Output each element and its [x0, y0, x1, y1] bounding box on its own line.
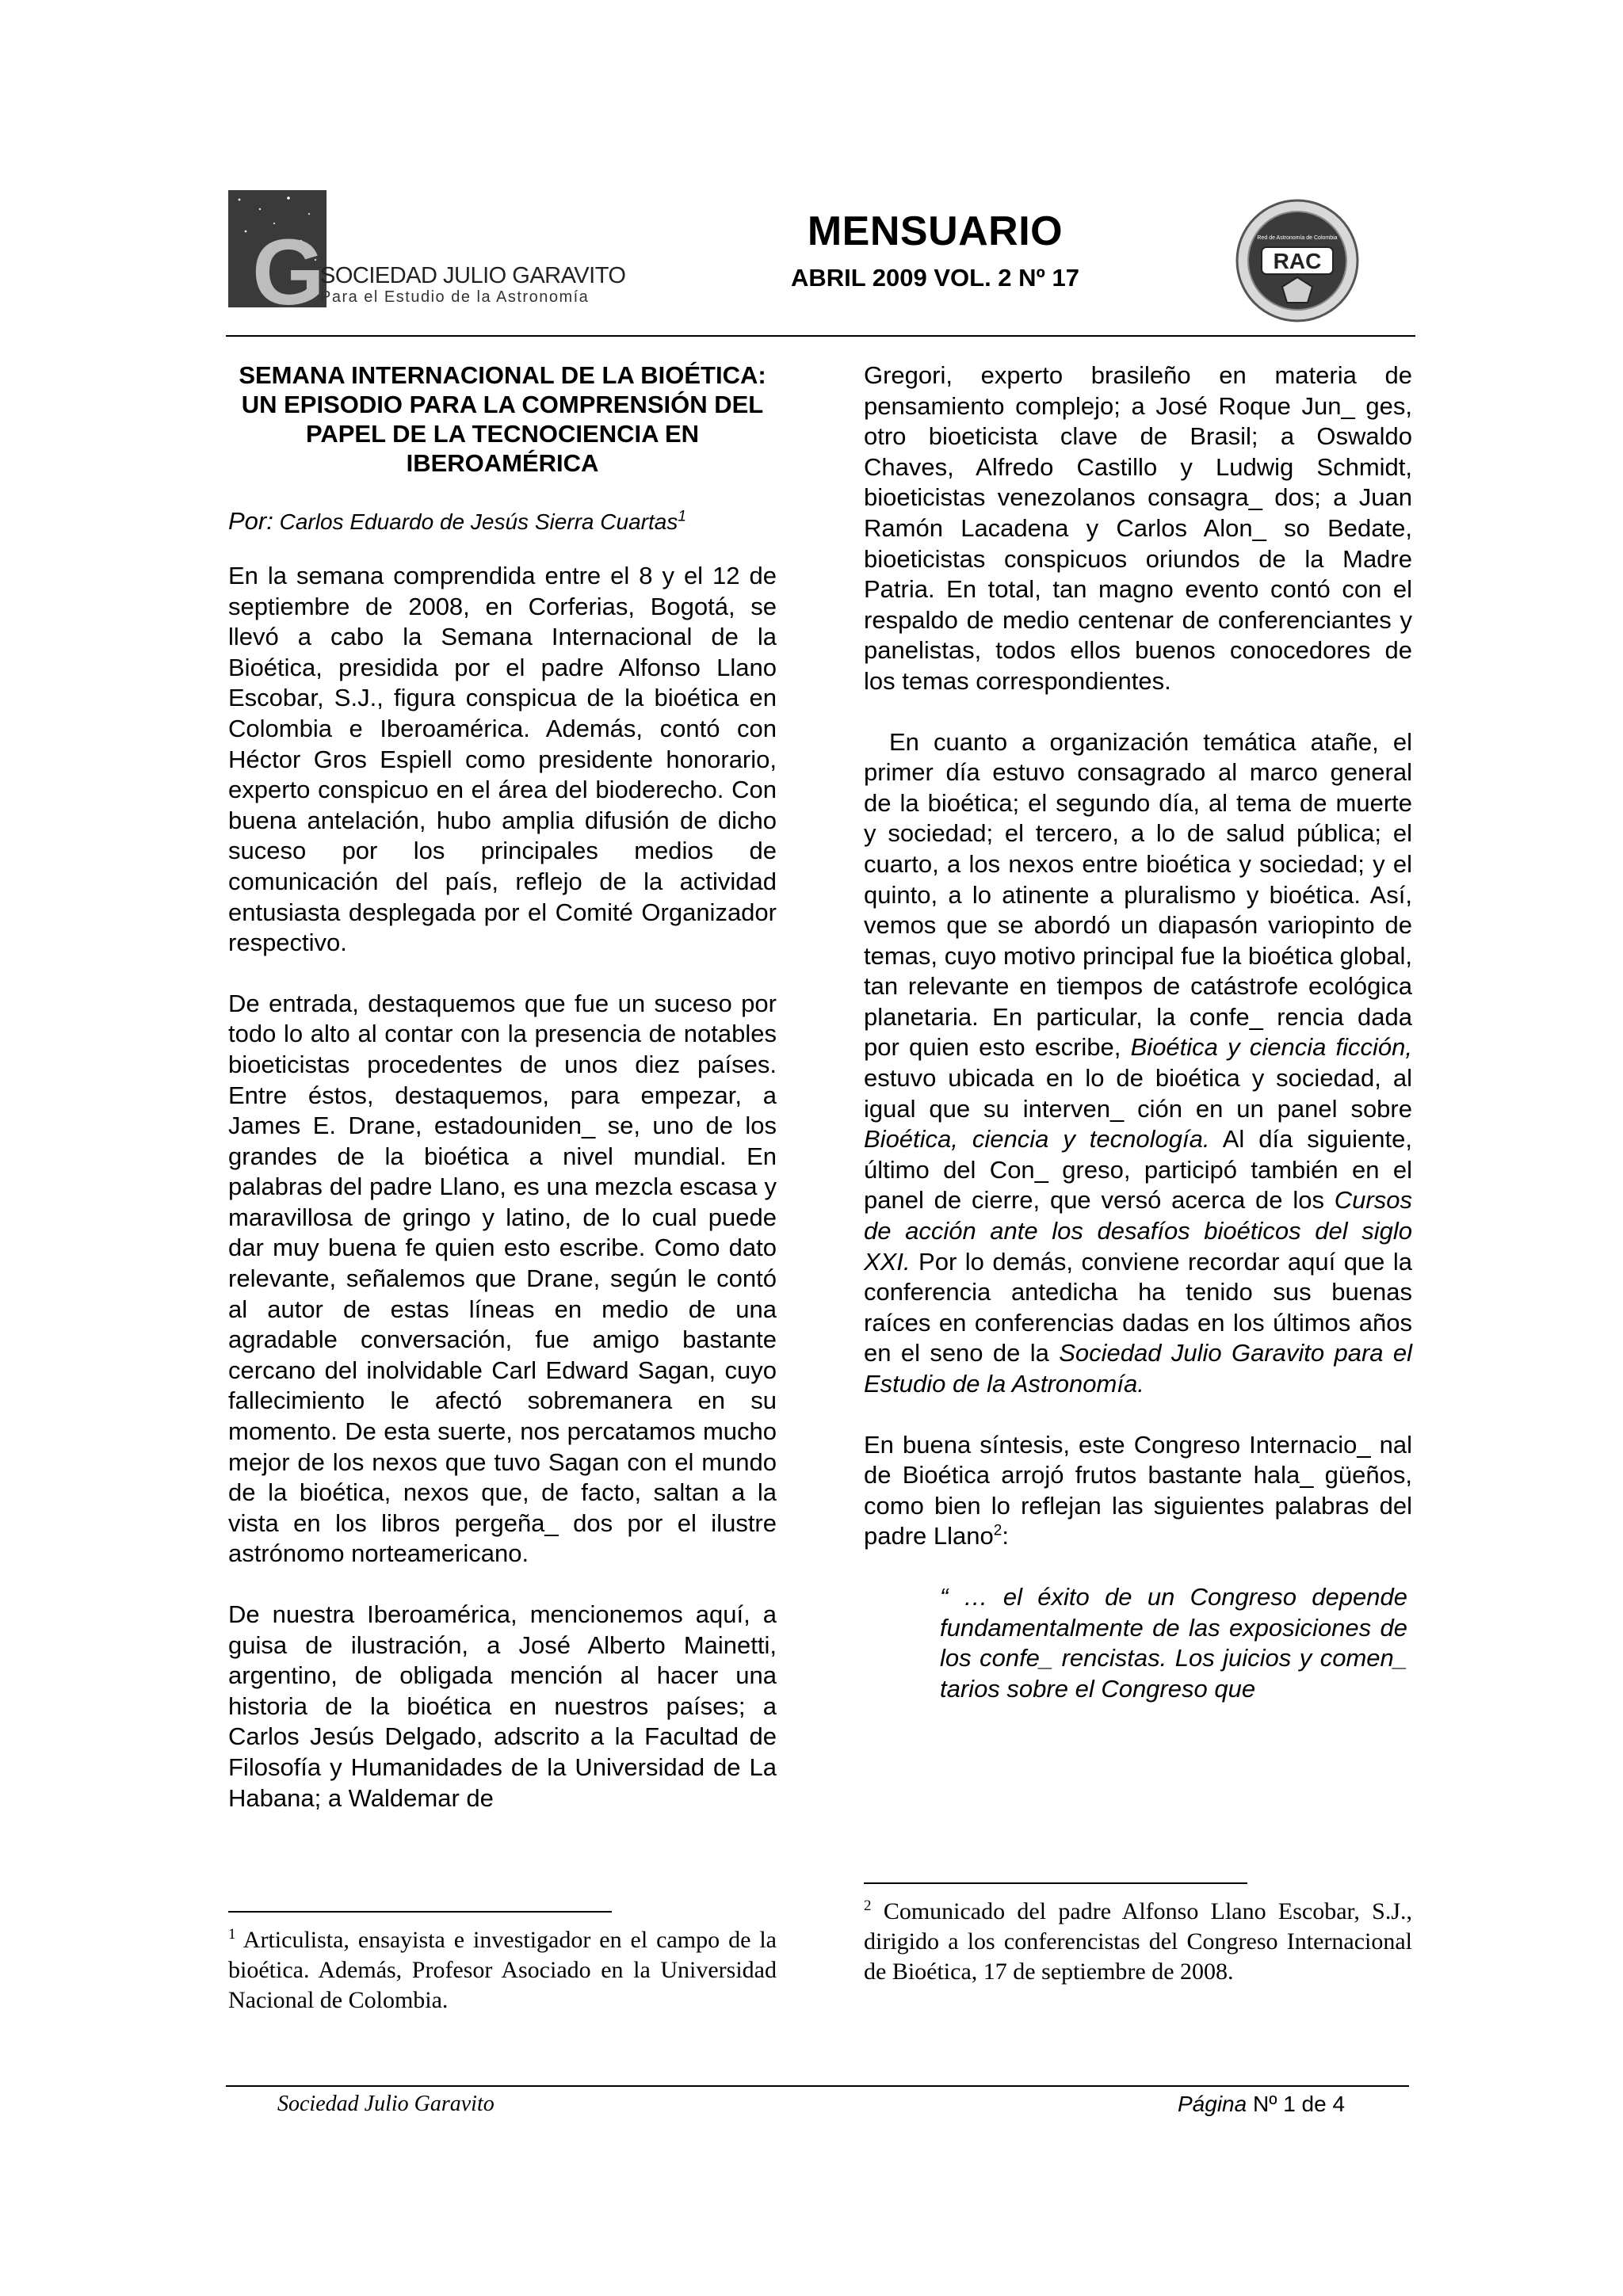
byline [228, 506, 777, 537]
right-column [864, 360, 1412, 1704]
footnote-ref-2[interactable]: 2 [993, 1523, 1002, 1540]
footnote-divider-left [228, 1911, 612, 1913]
header-divider [226, 335, 1415, 337]
seal-text: Red de Astronomía de Colombia [1257, 235, 1338, 241]
block-quote: “ … el éxito de un Congreso depende fundamentalmente de las exposiciones de los confe_ rencistas. Los juicios y comen_ tarios sobre el Congreso que [940, 1582, 1407, 1703]
footnote-1: $^1$ Articulista, ensayista e investigador en el campo de la bioética. Además, Profesor Asociado en la Universidad Nacional de Colombia. [228, 1926, 777, 2013]
page-number: Página Nº 1 de 4 [1178, 2092, 1346, 2116]
paragraph-6: En buena síntesis, este Congreso Internacio_ nal de Bioética arrojó frutos bastante hala_ güeños, como bien lo reflejan las siguientes palabras del padre Llano$^2$: [864, 1430, 1412, 1550]
paragraph-4: Gregori, experto brasileño en materia de pensamiento complejo; a José Roque Jun_ ges, otro bioeticista clave de Brasil; a Oswaldo Chaves, Alfredo Castillo y Ludwig Schmidt, bioeticistas venezolanos consagra_ dos; a Juan Ramón Lacadena y Carlos Alon_ so Bedate, bioeticistas conspicuos oriundos de la Madre Patria. En total, tan magno evento contó con el respaldo de medio centenar de conferenciantes y panelistas, todos ellos buenos conocedores de los temas correspondientes. [864, 361, 1412, 695]
footnote-2: $^2$ Comunicado del padre Alfonso Llano Escobar, S.J., dirigido a los conferencistas del Congreso Internacional de Bioética, 17 de septiembre de 2008. [864, 1897, 1412, 1985]
byline-author: Carlos Eduardo de Jesús Sierra Cuartas [279, 509, 678, 534]
paragraph-1: En la semana comprendida entre el 8 y el 12 de septiembre de 2008, en Corferias, Bogotá, se llevó a cabo la Semana Internacional de la Bioética, presidida por el padre Alfonso Llano Escobar, S.J., figura conspicua de la bioética en Colombia e Iberoamérica. Además, contó con Héctor Gros Espiell como presidente honorario, experto conspicuo en el área del bioderecho. Con buena antelación, hubo amplia difusión de dicho suceso por los principales medios de comunicación del país, reflejo de la actividad entusiasta desplegada por el Comité Organizador respectivo. [228, 562, 777, 957]
closing-panel-title: Cursos de acción ante los desafíos bioéticos del siglo XXI. [864, 1186, 1412, 1276]
logo-tagline: Para el Estudio de la Astronomía [320, 288, 590, 306]
masthead-issue: ABRIL 2009 VOL. 2 Nº 17 [791, 264, 1079, 292]
paragraph-2: De entrada, destaquemos que fue un suceso por todo lo alto al contar con la presencia de notables bioeticistas procedentes de unos diez países. Entre éstos, destaquemos, para empezar, a James E. Drane, estadouniden_ se, uno de los grandes de la bioética a nivel mundial. En palabras del padre Llano, es una mezcla escasa y maravillosa de gringo y latino, de lo cual puede dar muy buena fe quien esto escribe. Como dato relevante, señalemos que Drane, según le contó al autor de estas líneas en medio de una agradable conversación, fue amigo bastante cercano del inolvidable Carl Edward Sagan, cuyo fallecimiento le afectó sobremanera en su momento. De esta suerte, nos percatamos mucho mejor de los nexos que tuvo Sagan con el mundo de la bioética, nexos que, de facto, saltan a la vista en los libros pergeña_ dos por el ilustre astrónomo norteamericano. [228, 989, 777, 1568]
footnote-2-mark: 2 [864, 1897, 872, 1914]
society-name: Sociedad Julio Garavito para el Estudio de la Astronomía. [864, 1339, 1412, 1398]
rac-seal-logo [1235, 198, 1360, 323]
masthead-title: MENSUARIO [807, 208, 1064, 254]
footnote-divider-right [864, 1882, 1247, 1884]
footnote-ref-1[interactable]: 1 [678, 508, 686, 525]
logo-name: SOCIEDAD JULIO GARAVITO [320, 263, 626, 288]
footer-divider [226, 2085, 1409, 2087]
left-column [228, 360, 777, 1814]
seal-label: RAC [1273, 249, 1322, 273]
panel-title: Bioética, ciencia y tecnología. [864, 1125, 1210, 1154]
logo-letter: G [252, 220, 325, 307]
byline-prefix: Por: [228, 507, 273, 535]
footnote-1-mark: 1 [228, 1926, 236, 1943]
conference-title: Bioética y ciencia ficción, [1130, 1033, 1413, 1062]
article-title: SEMANA INTERNACIONAL DE LA BIOÉTICA: UN EPISODIO PARA LA COMPRENSIÓN DEL PAPEL DE LA TECNOCIENCIA EN IBEROAMÉRICA [239, 361, 766, 477]
paragraph-3: De nuestra Iberoamérica, mencionemos aquí, a guisa de ilustración, a José Alberto Mainetti, argentino, de obligada mención al hacer una historia de la bioética en nuestros países; a Carlos Jesús Delgado, adscrito a la Facultad de Filosofía y Humanidades de la Universidad de La Habana; a Waldemar de [228, 1600, 777, 1812]
paragraph-5: En cuanto a organización temática atañe, el primer día estuvo consagrado al marco general de la bioética; el segundo día, al tema de muerte y sociedad; el tercero, a lo de salud pública; el cuarto, a los nexos entre bioética y sociedad; y el quinto, a lo atinente a pluralismo y bioética. Así, vemos que se abordó un diapasón variopinto de temas, cuyo motivo principal fue la bioética global, tan relevante en tiempos de catástrofe ecológica planetaria. En particular, la confe_ rencia dada por quien esto escribe, Bioética y ciencia ficción, estuvo ubicada en lo de bioética y sociedad, al igual que su interven_ ción en un panel sobre Bioética, ciencia y tecnología. Al día siguiente, último del Con_ greso, participó también en el panel de cierre, que versó acerca de los Cursos de acción ante los desafíos bioéticos del siglo XXI. Por lo demás, conviene recordar aquí que la conferencia antedicha ha tenido sus buenas raíces en conferencias dadas en los últimos años en el seno de la Sociedad Julio Garavito para el Estudio de la Astronomía. [864, 727, 1413, 1398]
footer-society: Sociedad Julio Garavito [277, 2092, 495, 2116]
sociedad-julio-garavito-logo [228, 190, 632, 307]
